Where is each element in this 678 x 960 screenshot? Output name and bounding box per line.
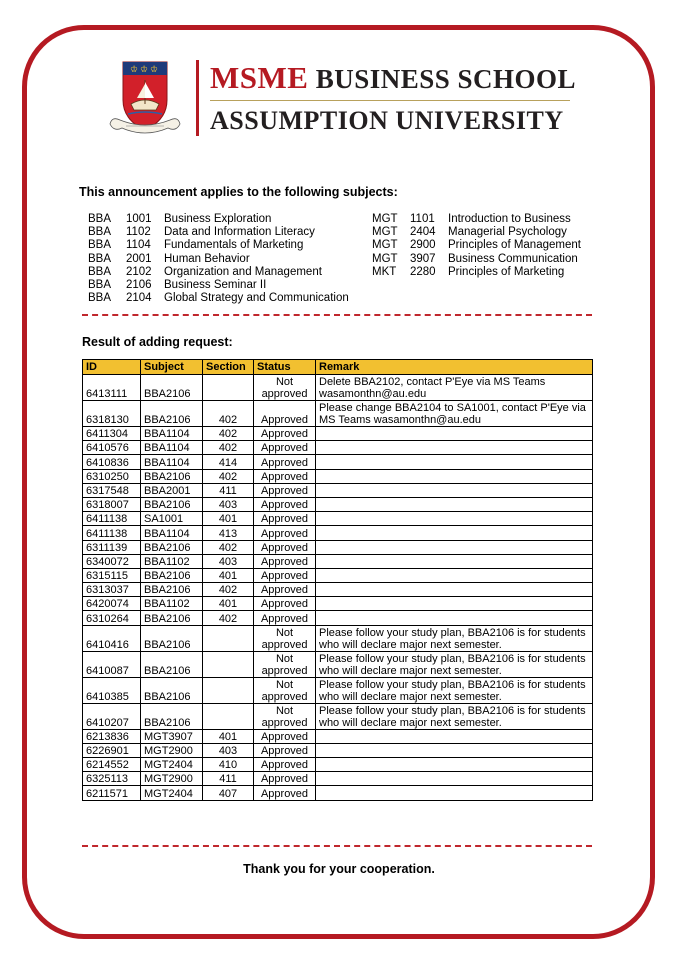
cell-subject: MGT2900 [141, 743, 203, 757]
cell-section [203, 677, 254, 703]
table-row [83, 401, 593, 427]
subject-name: Managerial Psychology [448, 226, 567, 239]
cell-remark [316, 455, 593, 469]
cell-id: 6313037 [83, 583, 141, 597]
cell-remark [316, 526, 593, 540]
table-row [83, 483, 593, 497]
cell-subject: BBA1104 [141, 455, 203, 469]
subject-code: BBA [88, 252, 112, 265]
cell-status: Approved [254, 455, 316, 469]
subject-item [372, 239, 581, 252]
subject-code: MGT [372, 226, 398, 239]
cell-subject: BBA2106 [141, 677, 203, 703]
subject-item [88, 253, 349, 266]
cell-subject: SA1001 [141, 512, 203, 526]
table-row [83, 611, 593, 625]
cell-section: 402 [203, 427, 254, 441]
table-row [83, 625, 593, 651]
announcement-heading: This announcement applies to the following subjects: [79, 185, 398, 199]
table-row [83, 703, 593, 729]
cell-status: Approved [254, 611, 316, 625]
cell-status: Approved [254, 758, 316, 772]
brand-rule [210, 100, 570, 101]
cell-remark: Please follow your study plan, BBA2106 is for students who will declare major next semester. [316, 703, 593, 729]
svg-text:♔: ♔ [150, 64, 159, 74]
cell-subject: BBA2106 [141, 497, 203, 511]
table-row [83, 375, 593, 401]
cell-remark [316, 441, 593, 455]
cell-section: 402 [203, 441, 254, 455]
cell-section: 403 [203, 554, 254, 568]
table-row [83, 540, 593, 554]
subject-item [88, 266, 349, 279]
cell-id: 6226901 [83, 743, 141, 757]
brand-divider [196, 60, 199, 136]
cell-remark [316, 786, 593, 800]
table-row [83, 512, 593, 526]
cell-subject: BBA1102 [141, 597, 203, 611]
brand-school: BUSINESS SCHOOL [315, 64, 577, 94]
cell-status: Approved [254, 469, 316, 483]
cell-status: Approved [254, 743, 316, 757]
cell-section: 413 [203, 526, 254, 540]
subject-number: 2001 [126, 252, 152, 265]
table-header-row [83, 360, 593, 375]
cell-section: 414 [203, 455, 254, 469]
section-divider [82, 314, 592, 316]
cell-section: 401 [203, 597, 254, 611]
table-row [83, 441, 593, 455]
cell-subject: BBA2106 [141, 651, 203, 677]
column-header: ID [83, 360, 141, 375]
brand-title [210, 60, 576, 96]
subject-item [372, 213, 581, 226]
cell-section: 402 [203, 401, 254, 427]
cell-id: 6410087 [83, 651, 141, 677]
cell-section [203, 375, 254, 401]
cell-id: 6411138 [83, 512, 141, 526]
cell-id: 6318007 [83, 497, 141, 511]
subject-name: Introduction to Business [448, 213, 571, 225]
subject-name: Principles of Marketing [448, 265, 565, 278]
cell-subject: BBA2106 [141, 625, 203, 651]
results-heading: Result of adding request: [82, 335, 233, 349]
subject-item [88, 239, 349, 252]
cell-status: Approved [254, 583, 316, 597]
cell-status: Approved [254, 401, 316, 427]
cell-subject: BBA2106 [141, 703, 203, 729]
cell-id: 6410207 [83, 703, 141, 729]
subject-code: BBA [88, 226, 112, 239]
cell-id: 6410385 [83, 677, 141, 703]
subject-name: Fundamentals of Marketing [164, 239, 304, 252]
cell-status: Approved [254, 540, 316, 554]
subject-code: MGT [372, 213, 398, 225]
cell-section: 402 [203, 583, 254, 597]
cell-remark: Please follow your study plan, BBA2106 is for students who will declare major next semester. [316, 651, 593, 677]
cell-status: Approved [254, 729, 316, 743]
column-header: Section [203, 360, 254, 375]
cell-section: 410 [203, 758, 254, 772]
cell-section: 403 [203, 743, 254, 757]
cell-subject: BBA1104 [141, 427, 203, 441]
subject-name: Global Strategy and Communication [164, 292, 349, 305]
cell-status: Approved [254, 512, 316, 526]
cell-status: Approved [254, 497, 316, 511]
cell-subject: BBA2106 [141, 583, 203, 597]
cell-status: Not approved [254, 677, 316, 703]
cell-subject: BBA2106 [141, 611, 203, 625]
cell-id: 6411304 [83, 427, 141, 441]
subject-code: MGT [372, 239, 398, 252]
thank-you-note: Thank you for your cooperation. [243, 862, 435, 876]
cell-remark [316, 427, 593, 441]
cell-status: Approved [254, 597, 316, 611]
cell-subject: BBA2001 [141, 483, 203, 497]
column-header: Subject [141, 360, 203, 375]
cell-id: 6310250 [83, 469, 141, 483]
cell-remark [316, 497, 593, 511]
cell-subject: BBA2106 [141, 469, 203, 483]
cell-section [203, 625, 254, 651]
brand-university: ASSUMPTION UNIVERSITY [210, 106, 564, 135]
cell-id: 6413111 [83, 375, 141, 401]
cell-subject: BBA1104 [141, 526, 203, 540]
cell-remark [316, 597, 593, 611]
subject-item [372, 266, 581, 279]
table-row [83, 427, 593, 441]
cell-remark: Please follow your study plan, BBA2106 is for students who will declare major next semester. [316, 677, 593, 703]
cell-section: 402 [203, 611, 254, 625]
cell-subject: BBA2106 [141, 568, 203, 582]
table-row [83, 568, 593, 582]
table-row [83, 497, 593, 511]
svg-text:♔: ♔ [140, 64, 149, 74]
subject-item [88, 226, 349, 239]
subject-code: BBA [88, 239, 112, 252]
cell-remark [316, 540, 593, 554]
cell-id: 6410836 [83, 455, 141, 469]
cell-subject: BBA2106 [141, 540, 203, 554]
cell-section: 402 [203, 469, 254, 483]
subject-item [372, 253, 581, 266]
cell-section: 402 [203, 540, 254, 554]
subject-number: 2280 [410, 265, 436, 278]
cell-status: Not approved [254, 703, 316, 729]
subject-code: BBA [88, 292, 112, 305]
cell-status: Approved [254, 786, 316, 800]
cell-status: Approved [254, 554, 316, 568]
table-row [83, 554, 593, 568]
subject-name: Business Seminar II [164, 279, 267, 292]
subject-item [88, 292, 349, 305]
cell-subject: BBA1102 [141, 554, 203, 568]
cell-section: 401 [203, 729, 254, 743]
cell-remark [316, 512, 593, 526]
cell-section: 403 [203, 497, 254, 511]
table-row [83, 597, 593, 611]
subject-name: Data and Information Literacy [164, 226, 315, 239]
cell-section: 411 [203, 483, 254, 497]
cell-section [203, 703, 254, 729]
table-row [83, 743, 593, 757]
cell-remark [316, 483, 593, 497]
subject-code: BBA [88, 279, 112, 292]
cell-subject: MGT3907 [141, 729, 203, 743]
cell-remark: Delete BBA2102, contact P'Eye via MS Teams wasamonthn@au.edu [316, 375, 593, 401]
cell-id: 6410416 [83, 625, 141, 651]
cell-remark: Please follow your study plan, BBA2106 is for students who will declare major next semester. [316, 625, 593, 651]
subject-number: 1101 [410, 213, 435, 225]
cell-status: Approved [254, 772, 316, 786]
subject-number: 1104 [126, 239, 151, 252]
table-row [83, 772, 593, 786]
cell-remark [316, 772, 593, 786]
table-row [83, 677, 593, 703]
cell-remark [316, 554, 593, 568]
cell-id: 6311139 [83, 540, 141, 554]
table-row [83, 583, 593, 597]
subject-item [88, 279, 349, 292]
cell-remark [316, 583, 593, 597]
subject-name: Human Behavior [164, 252, 250, 265]
subject-item [88, 213, 349, 226]
subject-name: Business Exploration [164, 213, 272, 225]
cell-id: 6325113 [83, 772, 141, 786]
cell-status: Approved [254, 568, 316, 582]
cell-id: 6310264 [83, 611, 141, 625]
cell-subject: MGT2900 [141, 772, 203, 786]
subject-number: 1102 [126, 226, 151, 239]
subject-number: 3907 [410, 252, 436, 265]
cell-id: 6340072 [83, 554, 141, 568]
cell-id: 6213836 [83, 729, 141, 743]
cell-id: 6214552 [83, 758, 141, 772]
table-row [83, 786, 593, 800]
cell-subject: MGT2404 [141, 786, 203, 800]
cell-id: 6315115 [83, 568, 141, 582]
cell-id: 6410576 [83, 441, 141, 455]
cell-subject: BBA1104 [141, 441, 203, 455]
subject-number: 1001 [126, 213, 152, 225]
subject-name: Business Communication [448, 252, 578, 265]
column-header: Remark [316, 360, 593, 375]
table-row [83, 651, 593, 677]
cell-id: 6318130 [83, 401, 141, 427]
cell-remark [316, 729, 593, 743]
subject-number: 2900 [410, 239, 436, 252]
cell-section [203, 651, 254, 677]
cell-id: 6411138 [83, 526, 141, 540]
subject-number: 2404 [410, 226, 436, 239]
cell-section: 401 [203, 568, 254, 582]
cell-id: 6420074 [83, 597, 141, 611]
cell-section: 401 [203, 512, 254, 526]
subject-item [372, 226, 581, 239]
subject-number: 2104 [126, 292, 152, 305]
table-row [83, 758, 593, 772]
brand-highlight: MSME [210, 60, 309, 95]
right-subject-list [372, 213, 581, 279]
cell-remark [316, 758, 593, 772]
cell-status: Not approved [254, 625, 316, 651]
table-row [83, 526, 593, 540]
table-row [83, 729, 593, 743]
cell-remark [316, 743, 593, 757]
svg-text:♔: ♔ [130, 64, 139, 74]
cell-status: Approved [254, 526, 316, 540]
university-crest-icon [104, 58, 186, 140]
cell-section: 407 [203, 786, 254, 800]
subject-number: 2106 [126, 279, 152, 292]
cell-subject: BBA2106 [141, 401, 203, 427]
cell-remark [316, 568, 593, 582]
cell-section: 411 [203, 772, 254, 786]
cell-status: Not approved [254, 651, 316, 677]
column-header: Status [254, 360, 316, 375]
subject-code: MGT [372, 252, 398, 265]
cell-status: Not approved [254, 375, 316, 401]
cell-subject: MGT2404 [141, 758, 203, 772]
subject-code: BBA [88, 265, 112, 278]
table-row [83, 455, 593, 469]
subject-name: Principles of Management [448, 239, 581, 252]
cell-remark [316, 469, 593, 483]
footer-divider [82, 845, 592, 847]
cell-status: Approved [254, 441, 316, 455]
cell-remark: Please change BBA2104 to SA1001, contact P'Eye via MS Teams wasamonthn@au.edu [316, 401, 593, 427]
subject-code: MKT [372, 265, 397, 278]
cell-id: 6317548 [83, 483, 141, 497]
cell-status: Approved [254, 427, 316, 441]
cell-remark [316, 611, 593, 625]
subject-name: Organization and Management [164, 265, 322, 278]
subject-number: 2102 [126, 265, 152, 278]
cell-subject: BBA2106 [141, 375, 203, 401]
left-subject-list [88, 213, 349, 305]
cell-id: 6211571 [83, 786, 141, 800]
cell-status: Approved [254, 483, 316, 497]
results-table [82, 359, 593, 801]
subject-code: BBA [88, 213, 112, 225]
table-row [83, 469, 593, 483]
